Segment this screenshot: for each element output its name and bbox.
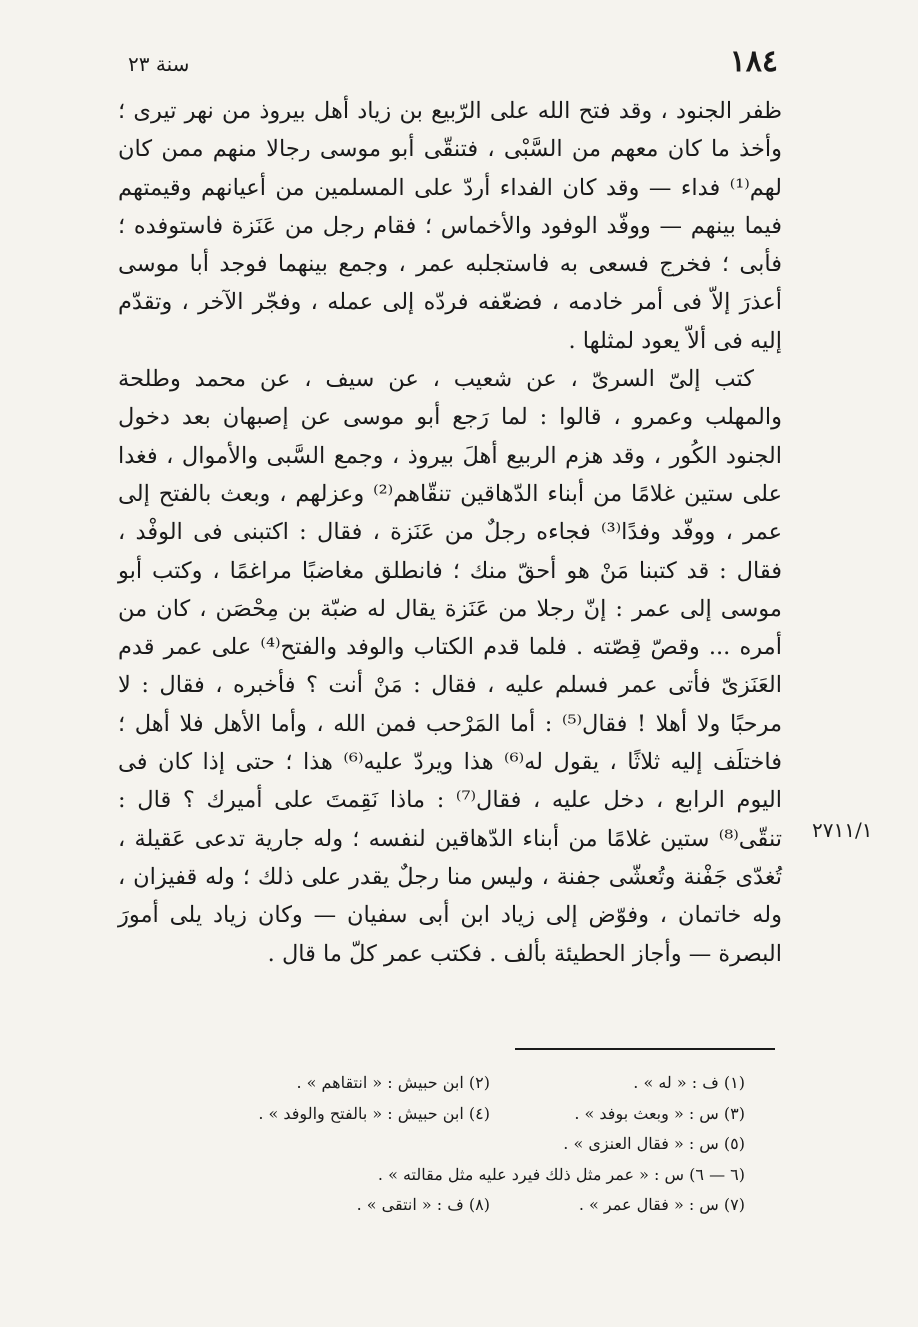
page-number: ١٨٤ (729, 44, 778, 79)
margin-reference: ٢٧١١/١ (812, 818, 873, 842)
footnote: (٢) ابن حبيش : « انتقاهم » . (296, 1073, 490, 1092)
footnote-row (200, 1068, 745, 1099)
footnote-divider (515, 1048, 775, 1050)
footnote-row (200, 1160, 745, 1191)
footnote: (١) ف : « له » . (633, 1073, 745, 1092)
year-heading: سنة ٢٣ (128, 52, 190, 76)
footnotes (200, 1068, 745, 1221)
footnote: (٧) س : « فقال عمر » . (578, 1195, 745, 1214)
footnote: (٣) س : « وبعث بوفد » . (574, 1103, 745, 1123)
main-text (118, 92, 782, 973)
footnote: (٨) ف : « انتقى » . (356, 1195, 490, 1214)
page-header (128, 44, 778, 84)
paragraph: كتب إلىّ السرىّ ، عن شعيب ، عن سيف ، عن محمد وطلحة والمهلب وعمرو ، قالوا : لما رَجع أبو موسى عن إصبهان بعد دخول الجنود الكُور ، وقد هزم الربيع أهلَ بيروذ ، وجمع السَّبى والأموال ، فغدا على ستين غلامًا من أبناء الدّهاقين تنقّاهم⁽²⁾ وعزلهم ، وبعث بالفتح إلى عمر ، ووفّد وفدًا⁽³⁾ فجاءه رجلٌ من عَنَزة ، فقال : اكتبنى فى الوفْد ، فقال : قد كتبنا مَنْ هو أحقّ منك ؛ فانطلق مغاضبًا مراغمًا ، وكتب أبو موسى إلى عمر : إنّ رجلا من عَنَزة يقال له ضبّة بن مِحْصَن ، كان من أمره ... وقصّ قِصّته . فلما قدم الكتاب والوفد والفتح⁽⁴⁾ على عمر قدم العَنَزىّ فأتى عمر فسلم عليه ، فقال : مَنْ أنت ؟ فأخبره ، فقال : لا مرحبًا ولا أهلا ! فقال⁽⁵⁾ : أما المَرْحب فمن الله ، وأما الأهل فلا أهل ؛ فاختلَف إليه ثلاثًا ، يقول له⁽⁶⁾ هذا ويردّ عليه⁽⁶⁾ هذا ؛ حتى إذا كان فى اليوم الرابع ، دخل عليه ، فقال⁽⁷⁾ : ماذا نَقِمتَ على أميرك ؟ قال : تنقّى⁽⁸⁾ ستين غلامًا من أبناء الدّهاقين لنفسه ؛ وله جارية تدعى عَقيلة ، تُغدّى جَفْنة وتُعشّى جفنة ، وليس منا رجلٌ يقدر على ذلك ؛ وله قفيزان ، وله خاتمان ، وفوّض إلى زياد ابن أبى سفيان — وكان زياد يلى أمورَ البصرة — وأجاز الحطيئة بألف . فكتب عمر كلّ ما قال . (118, 366, 783, 967)
footnote-row (200, 1099, 745, 1130)
footnote: (٥) س : « فقال العنزى » . (563, 1134, 745, 1153)
footnote-row (200, 1190, 745, 1221)
footnote-row (200, 1129, 745, 1160)
footnote: (٤) ابن حبيش : « بالفتح والوفد » . (258, 1103, 490, 1123)
paragraph: ظفر الجنود ، وقد فتح الله على الرّبيع بن زياد أهل بيروذ من نهر تيرى ؛ وأخذ ما كان معهم من السَّبْى ، فتنقّى أبو موسى رجالا منهم ممن كان لهم⁽¹⁾ فداء — وقد كان الفداء أردّ على المسلمين من أعيانهم وقيمتهم فيما بينهم — ووفّد الوفود والأخماس ؛ فقام رجل من عَنَزة فاستوفده ؛ فأبى ؛ فخرج فسعى به فاستجلبه عمر ، وجمع بينهما فوجد أبا موسى أعذرَ إلاّ فى أمر خادمه ، فضعّفه فردّه إلى عمله ، وفجّر الآخر ، وتقدّم إليه فى ألاّ يعود لمثلها . (118, 98, 782, 354)
footnote: (٦ — ٦) س : « عمر مثل ذلك فيرد عليه مثل مقالته » . (377, 1164, 745, 1184)
